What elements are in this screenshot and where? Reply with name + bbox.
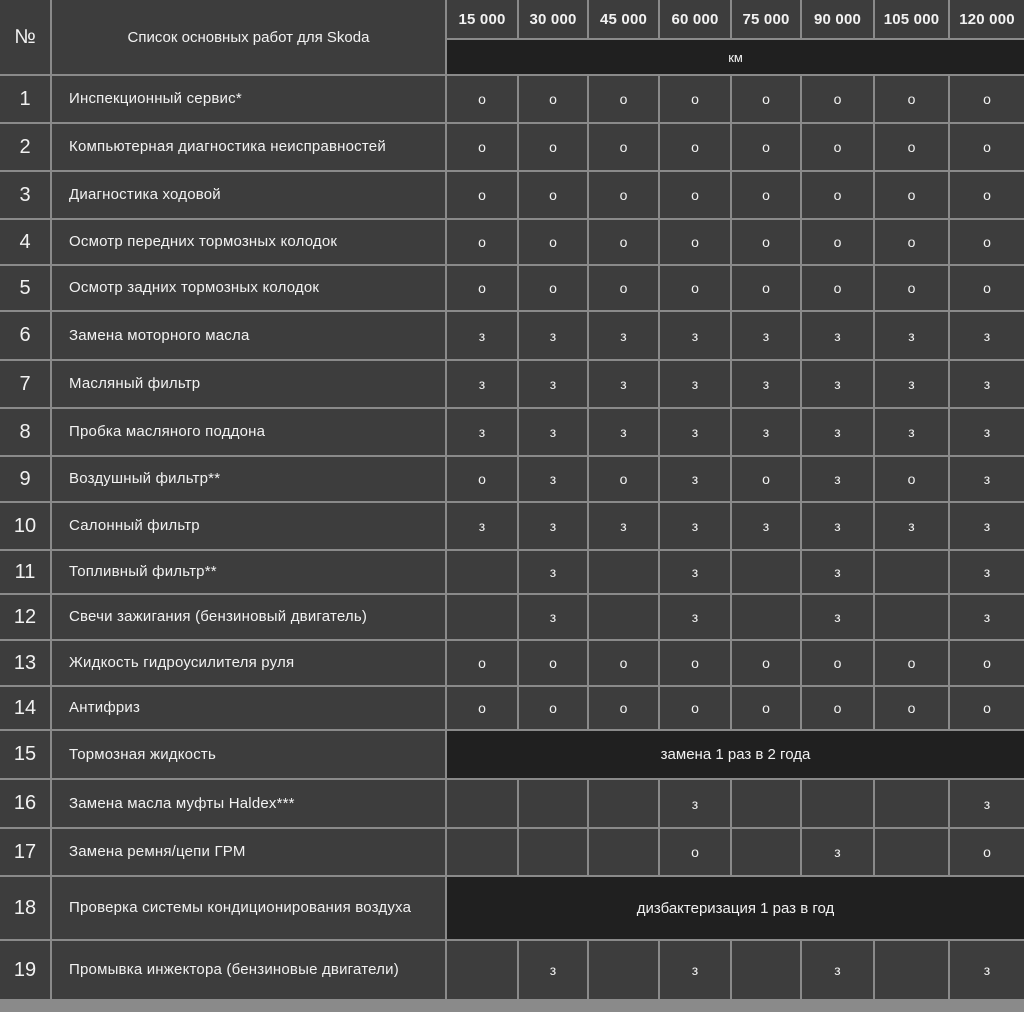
- service-mark-cell: [732, 829, 800, 875]
- service-mark-cell: о: [589, 220, 658, 264]
- service-mark-cell: о: [950, 641, 1024, 685]
- service-mark-cell: о: [732, 220, 800, 264]
- service-mark-cell: о: [875, 76, 948, 122]
- service-mark-cell: з: [589, 503, 658, 549]
- service-mark-cell: о: [660, 641, 730, 685]
- work-name: Промывка инжектора (бензиновые двигатели): [52, 941, 445, 999]
- service-mark-cell: з: [589, 312, 658, 359]
- table-row: [0, 503, 1024, 549]
- service-mark-cell: з: [447, 503, 517, 549]
- service-mark-cell: з: [950, 551, 1024, 593]
- service-mark-cell: [447, 551, 517, 593]
- service-mark-cell: о: [447, 76, 517, 122]
- service-mark-cell: з: [519, 457, 587, 501]
- service-mark-cell: [519, 829, 587, 875]
- work-name: Инспекционный сервис*: [52, 76, 445, 122]
- service-mark-cell: [589, 829, 658, 875]
- service-mark-cell: о: [660, 829, 730, 875]
- mileage-header: 120 000: [950, 0, 1024, 38]
- work-name: Осмотр задних тормозных колодок: [52, 266, 445, 310]
- service-mark-cell: о: [447, 687, 517, 729]
- service-mark-cell: з: [950, 941, 1024, 999]
- service-mark-cell: о: [660, 220, 730, 264]
- row-number: 12: [0, 595, 50, 639]
- service-mark-cell: о: [519, 641, 587, 685]
- service-mark-cell: о: [950, 829, 1024, 875]
- table-row: [0, 409, 1024, 455]
- service-mark-cell: з: [519, 551, 587, 593]
- work-name: Свечи зажигания (бензиновый двигатель): [52, 595, 445, 639]
- number-column-header: №: [0, 0, 50, 74]
- row-number: 11: [0, 551, 50, 593]
- service-mark-cell: з: [732, 503, 800, 549]
- service-mark-cell: з: [589, 361, 658, 407]
- row-number: 18: [0, 877, 50, 939]
- row-number: 17: [0, 829, 50, 875]
- service-mark-cell: о: [519, 172, 587, 218]
- service-mark-cell: з: [519, 941, 587, 999]
- service-mark-cell: з: [660, 780, 730, 827]
- service-mark-cell: о: [875, 124, 948, 170]
- work-name: Топливный фильтр**: [52, 551, 445, 593]
- table-row: [0, 731, 1024, 778]
- service-mark-cell: [589, 780, 658, 827]
- service-mark-cell: о: [732, 266, 800, 310]
- service-mark-cell: о: [950, 266, 1024, 310]
- service-mark-cell: [732, 780, 800, 827]
- mileage-header: 105 000: [875, 0, 948, 38]
- service-mark-cell: о: [732, 687, 800, 729]
- interval-note: замена 1 раз в 2 года: [447, 731, 1024, 778]
- unit-label: км: [447, 40, 1024, 74]
- table-row: [0, 877, 1024, 939]
- service-mark-cell: о: [589, 172, 658, 218]
- mileage-header: 60 000: [660, 0, 730, 38]
- service-mark-cell: з: [950, 780, 1024, 827]
- row-number: 16: [0, 780, 50, 827]
- service-mark-cell: [447, 829, 517, 875]
- work-name: Антифриз: [52, 687, 445, 729]
- service-mark-cell: з: [875, 503, 948, 549]
- table-row: [0, 551, 1024, 593]
- work-name: Замена моторного масла: [52, 312, 445, 359]
- service-mark-cell: о: [875, 457, 948, 501]
- service-mark-cell: з: [802, 941, 873, 999]
- work-name: Осмотр передних тормозных колодок: [52, 220, 445, 264]
- row-number: 19: [0, 941, 50, 999]
- row-number: 3: [0, 172, 50, 218]
- service-mark-cell: о: [802, 124, 873, 170]
- service-mark-cell: з: [660, 457, 730, 501]
- service-mark-cell: о: [950, 172, 1024, 218]
- service-mark-cell: о: [732, 457, 800, 501]
- service-mark-cell: з: [660, 409, 730, 455]
- work-name: Замена масла муфты Haldex***: [52, 780, 445, 827]
- service-mark-cell: о: [875, 220, 948, 264]
- work-name: Пробка масляного поддона: [52, 409, 445, 455]
- work-name: Масляный фильтр: [52, 361, 445, 407]
- service-mark-cell: о: [875, 266, 948, 310]
- mileage-header: 15 000: [447, 0, 517, 38]
- table-row: [0, 76, 1024, 122]
- service-mark-cell: о: [589, 687, 658, 729]
- row-number: 13: [0, 641, 50, 685]
- service-mark-cell: з: [519, 503, 587, 549]
- row-number: 7: [0, 361, 50, 407]
- service-mark-cell: [875, 941, 948, 999]
- service-mark-cell: о: [660, 687, 730, 729]
- service-mark-cell: о: [950, 76, 1024, 122]
- service-mark-cell: о: [447, 641, 517, 685]
- service-mark-cell: з: [802, 457, 873, 501]
- service-mark-cell: [875, 551, 948, 593]
- service-mark-cell: з: [589, 409, 658, 455]
- service-mark-cell: [589, 595, 658, 639]
- service-mark-cell: [802, 780, 873, 827]
- service-mark-cell: о: [732, 76, 800, 122]
- service-mark-cell: з: [732, 312, 800, 359]
- works-list-title: Список основных работ для Skoda: [52, 0, 445, 74]
- service-mark-cell: з: [732, 361, 800, 407]
- service-mark-cell: з: [519, 409, 587, 455]
- service-mark-cell: з: [519, 595, 587, 639]
- service-mark-cell: о: [519, 76, 587, 122]
- service-mark-cell: з: [875, 312, 948, 359]
- service-mark-cell: о: [447, 266, 517, 310]
- service-mark-cell: з: [950, 312, 1024, 359]
- service-mark-cell: [447, 941, 517, 999]
- row-number: 2: [0, 124, 50, 170]
- service-mark-cell: [589, 551, 658, 593]
- service-mark-cell: [732, 595, 800, 639]
- service-mark-cell: [519, 780, 587, 827]
- service-mark-cell: з: [950, 595, 1024, 639]
- service-mark-cell: [447, 595, 517, 639]
- table-row: [0, 172, 1024, 218]
- service-mark-cell: з: [875, 409, 948, 455]
- service-mark-cell: з: [802, 361, 873, 407]
- service-mark-cell: о: [802, 687, 873, 729]
- service-mark-cell: з: [660, 941, 730, 999]
- service-mark-cell: о: [950, 220, 1024, 264]
- work-name: Жидкость гидроусилителя руля: [52, 641, 445, 685]
- row-number: 15: [0, 731, 50, 778]
- service-mark-cell: [875, 595, 948, 639]
- service-mark-cell: о: [589, 457, 658, 501]
- table-row: [0, 124, 1024, 170]
- service-mark-cell: о: [660, 76, 730, 122]
- service-mark-cell: з: [660, 503, 730, 549]
- service-mark-cell: з: [950, 457, 1024, 501]
- table-row: [0, 829, 1024, 875]
- service-mark-cell: [732, 551, 800, 593]
- work-name: Тормозная жидкость: [52, 731, 445, 778]
- table-row: [0, 780, 1024, 827]
- service-mark-cell: о: [660, 266, 730, 310]
- work-name: Проверка системы кондиционирования воздуха: [52, 877, 445, 939]
- table-row: [0, 941, 1024, 999]
- table-row: [0, 220, 1024, 264]
- work-name: Диагностика ходовой: [52, 172, 445, 218]
- table-row: [0, 312, 1024, 359]
- service-mark-cell: о: [802, 76, 873, 122]
- service-mark-cell: з: [660, 551, 730, 593]
- service-mark-cell: о: [447, 220, 517, 264]
- service-mark-cell: з: [802, 312, 873, 359]
- service-mark-cell: з: [447, 312, 517, 359]
- service-mark-cell: о: [875, 172, 948, 218]
- service-mark-cell: [589, 941, 658, 999]
- mileage-header: 45 000: [589, 0, 658, 38]
- work-name: Компьютерная диагностика неисправностей: [52, 124, 445, 170]
- row-number: 10: [0, 503, 50, 549]
- row-number: 8: [0, 409, 50, 455]
- row-number: 5: [0, 266, 50, 310]
- service-mark-cell: о: [447, 124, 517, 170]
- table-row: [0, 641, 1024, 685]
- service-mark-cell: о: [950, 124, 1024, 170]
- service-mark-cell: з: [447, 361, 517, 407]
- service-mark-cell: з: [802, 551, 873, 593]
- service-mark-cell: з: [802, 409, 873, 455]
- service-mark-cell: з: [447, 409, 517, 455]
- service-mark-cell: [732, 941, 800, 999]
- table-row: [0, 266, 1024, 310]
- mileage-header: 90 000: [802, 0, 873, 38]
- service-mark-cell: о: [519, 687, 587, 729]
- service-mark-cell: з: [519, 312, 587, 359]
- service-mark-cell: [875, 780, 948, 827]
- service-mark-cell: з: [950, 503, 1024, 549]
- service-mark-cell: о: [589, 641, 658, 685]
- row-number: 14: [0, 687, 50, 729]
- header-row-mileage: [0, 0, 1024, 38]
- work-name: Салонный фильтр: [52, 503, 445, 549]
- row-number: 1: [0, 76, 50, 122]
- service-mark-cell: з: [802, 595, 873, 639]
- service-mark-cell: з: [802, 503, 873, 549]
- service-mark-cell: о: [732, 172, 800, 218]
- mileage-header: 75 000: [732, 0, 800, 38]
- row-number: 6: [0, 312, 50, 359]
- service-mark-cell: з: [519, 361, 587, 407]
- service-mark-cell: о: [660, 124, 730, 170]
- service-mark-cell: о: [660, 172, 730, 218]
- service-mark-cell: з: [802, 829, 873, 875]
- service-mark-cell: о: [802, 266, 873, 310]
- service-mark-cell: о: [519, 124, 587, 170]
- service-mark-cell: о: [732, 124, 800, 170]
- service-mark-cell: о: [875, 641, 948, 685]
- table-row: [0, 687, 1024, 729]
- service-mark-cell: о: [589, 76, 658, 122]
- service-mark-cell: [447, 780, 517, 827]
- service-mark-cell: о: [802, 641, 873, 685]
- row-number: 9: [0, 457, 50, 501]
- row-number: 4: [0, 220, 50, 264]
- service-mark-cell: о: [447, 457, 517, 501]
- service-mark-cell: о: [519, 220, 587, 264]
- service-mark-cell: з: [732, 409, 800, 455]
- service-mark-cell: о: [589, 266, 658, 310]
- service-mark-cell: о: [802, 220, 873, 264]
- interval-note: дизбактеризация 1 раз в год: [447, 877, 1024, 939]
- mileage-header: 30 000: [519, 0, 587, 38]
- service-mark-cell: з: [660, 361, 730, 407]
- service-mark-cell: о: [875, 687, 948, 729]
- service-mark-cell: о: [519, 266, 587, 310]
- work-name: Воздушный фильтр**: [52, 457, 445, 501]
- service-mark-cell: о: [802, 172, 873, 218]
- table-row: [0, 457, 1024, 501]
- service-mark-cell: о: [447, 172, 517, 218]
- service-mark-cell: з: [660, 312, 730, 359]
- service-mark-cell: о: [732, 641, 800, 685]
- service-mark-cell: з: [950, 409, 1024, 455]
- service-mark-cell: [875, 829, 948, 875]
- table-row: [0, 595, 1024, 639]
- table-row: [0, 361, 1024, 407]
- work-name: Замена ремня/цепи ГРМ: [52, 829, 445, 875]
- service-mark-cell: з: [875, 361, 948, 407]
- service-mark-cell: о: [589, 124, 658, 170]
- service-mark-cell: о: [950, 687, 1024, 729]
- service-mark-cell: з: [660, 595, 730, 639]
- service-mark-cell: з: [950, 361, 1024, 407]
